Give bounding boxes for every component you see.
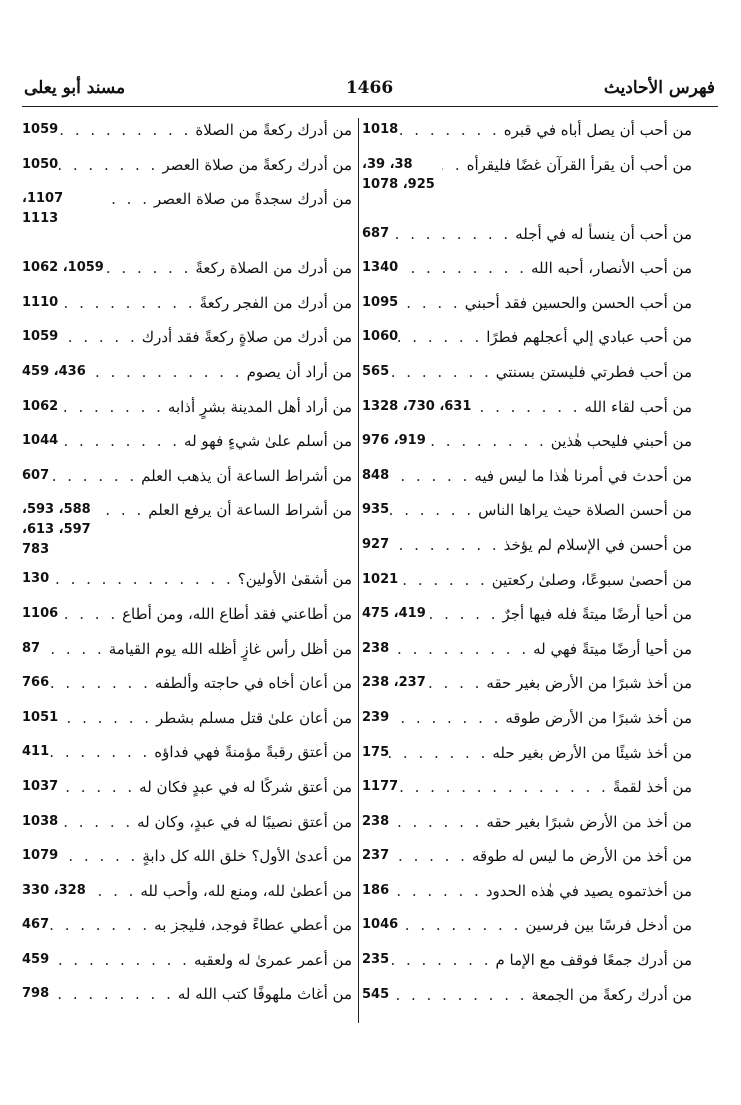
entry-refs: 237 bbox=[362, 848, 390, 864]
index-entry bbox=[22, 881, 352, 916]
index-entry bbox=[22, 846, 352, 881]
index-entry bbox=[22, 604, 352, 639]
entry-refs: 1107، 1113 bbox=[22, 191, 64, 227]
leader-dots bbox=[86, 362, 247, 382]
index-entry bbox=[22, 120, 352, 155]
leader-dots bbox=[398, 777, 613, 797]
entry-refs: 411 bbox=[22, 744, 50, 760]
header-rule bbox=[22, 106, 718, 107]
leader-dots bbox=[398, 570, 492, 590]
index-entry bbox=[22, 777, 352, 812]
entry-refs: 186 bbox=[362, 882, 390, 898]
leader-dots bbox=[389, 500, 478, 520]
entry-refs: 1051 bbox=[22, 709, 59, 725]
entry-refs: 1044 bbox=[22, 433, 59, 449]
leader-dots bbox=[471, 397, 584, 417]
entry-text: من أخذ شبرًا من الأرض بغير حقه bbox=[486, 674, 692, 693]
index-entry bbox=[362, 673, 692, 708]
entry-text: من أعتق شركًا له في عبدٍ فكان له bbox=[139, 777, 352, 796]
entry-refs: 1062 bbox=[22, 398, 59, 414]
entry-text: من أحسن الصلاة حيث يراها الناس bbox=[478, 501, 692, 520]
entry-refs: 1059 bbox=[22, 329, 59, 345]
leader-dots bbox=[58, 327, 142, 347]
entry-text: من أعان أخاه في حاجته وألطفه bbox=[154, 674, 352, 693]
leader-dots bbox=[389, 985, 531, 1005]
leader-dots bbox=[49, 915, 154, 935]
entry-text: من أحدث في أمرنا هٰذا ما ليس فيه bbox=[474, 466, 692, 485]
index-entry bbox=[22, 984, 352, 1019]
index-entry bbox=[362, 397, 692, 432]
entry-text: من أدخل فرسًا بين فرسين bbox=[525, 916, 692, 935]
index-entry bbox=[22, 327, 352, 362]
entry-text: من أحب أن ينسأ له في أجله bbox=[515, 224, 692, 243]
entry-refs: 1037 bbox=[22, 778, 59, 794]
leader-dots bbox=[49, 984, 178, 1004]
leader-dots bbox=[102, 500, 148, 520]
index-entry bbox=[362, 915, 692, 950]
entry-refs: 1095 bbox=[362, 294, 399, 310]
leader-dots bbox=[58, 812, 137, 832]
leader-dots bbox=[58, 604, 122, 624]
entry-refs: 766 bbox=[22, 675, 50, 691]
leader-dots bbox=[389, 881, 486, 901]
index-entry bbox=[22, 500, 352, 569]
entry-text: من أدرك ركعةً من صلاة العصر bbox=[162, 155, 352, 174]
entry-refs: 419، 475 bbox=[362, 606, 426, 622]
leader-dots bbox=[49, 569, 238, 589]
entry-refs: 459 bbox=[22, 951, 50, 967]
entry-refs: 1018 bbox=[362, 122, 399, 137]
entry-text: من أراد أهل المدينة بشرٍ أذابه bbox=[167, 397, 352, 416]
entry-refs: 87 bbox=[22, 640, 41, 656]
leader-dots bbox=[49, 466, 141, 486]
index-entry bbox=[22, 293, 352, 328]
entry-text: من أعطي عطاءً فوجد، فليجز به bbox=[154, 916, 352, 935]
index-entry bbox=[362, 604, 692, 639]
leader-dots bbox=[426, 431, 551, 451]
right-column bbox=[362, 120, 692, 1019]
leader-dots bbox=[398, 915, 525, 935]
entry-text: من أدرك ركعةً من الجمعة bbox=[531, 985, 692, 1004]
entry-text: من أدرك من صلاةٍ ركعةً فقد أدرك bbox=[141, 328, 352, 347]
leader-dots bbox=[426, 673, 487, 693]
entry-text: من أعتق رقبةً مؤمنةً فهي فداؤه bbox=[154, 743, 352, 762]
leader-dots bbox=[58, 397, 168, 417]
entry-text: من أخذ شبرًا من الأرض طوقه bbox=[505, 708, 692, 727]
entry-text: من أطاعني فقد أطاع الله، ومن أطاع bbox=[122, 604, 352, 623]
index-entry bbox=[362, 639, 692, 674]
entry-text: من أعتق نصيبًا له في عبدٍ، وكان له bbox=[137, 812, 352, 831]
leader-dots bbox=[389, 743, 492, 763]
entry-text: من أشراط الساعة أن يذهب العلم bbox=[141, 466, 352, 485]
leader-dots bbox=[389, 846, 472, 866]
index-entry bbox=[362, 362, 692, 397]
entry-text: من أحصىٰ سبوعًا، وصلىٰ ركعتين bbox=[491, 570, 692, 589]
entry-text: من أحب أن يقرأ القرآن غضًا فليقرأه bbox=[466, 155, 692, 174]
leader-dots bbox=[104, 258, 196, 278]
entry-refs: 798 bbox=[22, 986, 50, 1002]
entry-text: من أحيا أرضًا ميتةً فله فيها أجرٌ bbox=[502, 605, 692, 624]
entry-text: من أحب فطرتي فليستن بسنتي bbox=[495, 362, 692, 381]
index-entry bbox=[362, 155, 692, 224]
leader-dots bbox=[442, 155, 467, 175]
leader-dots bbox=[389, 950, 495, 970]
entry-refs: 1046 bbox=[362, 917, 399, 933]
leader-dots bbox=[58, 777, 139, 797]
entry-refs: 1021 bbox=[362, 571, 399, 587]
index-entry bbox=[362, 431, 692, 466]
entry-refs: 1110 bbox=[22, 294, 59, 310]
entry-text: من أدرك جمعًا فوقف مع الإما م bbox=[495, 951, 692, 970]
entry-refs: 467 bbox=[22, 917, 50, 933]
index-entry bbox=[362, 708, 692, 743]
entry-text: من أخذ شيئًا من الأرض بغير حله bbox=[492, 743, 692, 762]
entry-refs: 1059 bbox=[22, 122, 59, 137]
index-entry bbox=[22, 258, 352, 293]
index-entry bbox=[362, 743, 692, 778]
leader-dots bbox=[49, 673, 155, 693]
leader-dots bbox=[398, 258, 531, 278]
index-entry bbox=[22, 362, 352, 397]
entry-text: من أحيا أرضًا ميتةً فهي له bbox=[533, 639, 692, 658]
leader-dots bbox=[40, 639, 109, 659]
index-entry bbox=[362, 535, 692, 570]
index-entry bbox=[22, 569, 352, 604]
entry-text: من أدرك من الفجر ركعةً bbox=[199, 293, 352, 312]
entry-text: من أعمر عمرىٰ له ولعقبه bbox=[193, 950, 352, 969]
index-entry bbox=[362, 812, 692, 847]
index-entry bbox=[22, 466, 352, 501]
page-number: 1466 bbox=[345, 78, 394, 98]
entry-text: من أحب الحسن والحسين فقد أحبني bbox=[464, 293, 692, 312]
leader-dots bbox=[389, 362, 496, 382]
entry-refs: 175 bbox=[362, 744, 390, 760]
index-entry bbox=[362, 985, 692, 1020]
entry-text: من أخذ من الأرض ما ليس له طوقه bbox=[471, 847, 692, 866]
entry-refs: 687 bbox=[362, 225, 390, 241]
leader-dots bbox=[389, 535, 504, 555]
leader-dots bbox=[58, 293, 199, 313]
entry-refs: 1177 bbox=[362, 779, 399, 795]
leader-dots bbox=[58, 431, 184, 451]
index-entry bbox=[22, 431, 352, 466]
entry-text: من أظل رأس غازٍ أظله الله يوم القيامة bbox=[108, 639, 352, 658]
leader-dots bbox=[58, 155, 162, 175]
entry-refs: 631، 730، 1328 bbox=[362, 398, 472, 414]
index-entry bbox=[22, 155, 352, 190]
index-entry bbox=[362, 500, 692, 535]
leader-dots bbox=[389, 812, 486, 832]
leader-dots bbox=[389, 224, 515, 244]
book-title: مسند أبو يعلى bbox=[24, 78, 126, 98]
entry-refs: 238 bbox=[362, 640, 390, 656]
index-entry bbox=[362, 327, 692, 362]
entry-refs: 848 bbox=[362, 467, 390, 483]
index-entry bbox=[362, 950, 692, 985]
index-title: فهرس الأحاديث bbox=[603, 78, 715, 98]
leader-dots bbox=[58, 846, 142, 866]
leader-dots bbox=[58, 708, 156, 728]
entry-refs: 38، 39، 925، 1078 bbox=[362, 156, 435, 192]
index-entry bbox=[362, 120, 692, 155]
index-entry bbox=[22, 812, 352, 847]
index-entry bbox=[22, 950, 352, 985]
column-divider bbox=[358, 118, 359, 1023]
entry-refs: 436، 459 bbox=[22, 363, 86, 379]
index-entry bbox=[22, 708, 352, 743]
index-entry bbox=[362, 777, 692, 812]
index-entry bbox=[22, 742, 352, 777]
entry-text: من أدرك ركعةً من الصلاة bbox=[195, 121, 352, 139]
entry-text: من أعدىٰ الأول؟ خلق الله كل دابةٍ bbox=[142, 847, 352, 866]
entry-refs: 935 bbox=[362, 502, 390, 518]
index-entry bbox=[362, 258, 692, 293]
index-entry bbox=[22, 397, 352, 432]
entry-refs: 130 bbox=[22, 571, 50, 587]
leader-dots bbox=[102, 189, 154, 209]
entry-text: من أراد أن يصوم bbox=[246, 362, 352, 381]
entry-text: من أخذتموه يصيد في هٰذه الحدود bbox=[485, 881, 692, 900]
entry-refs: 238 bbox=[362, 813, 390, 829]
leader-dots bbox=[389, 639, 533, 659]
entry-refs: 1059، 1062 bbox=[22, 260, 104, 276]
entry-text: من أشقىٰ الأولين؟ bbox=[237, 570, 352, 589]
entry-refs: 607 bbox=[22, 467, 50, 483]
entry-text: من أحب أن يصل أباه في قبره bbox=[503, 121, 692, 139]
index-entry bbox=[362, 881, 692, 916]
leader-dots bbox=[389, 466, 474, 486]
entry-text: من أحب عبادي إلي أعجلهم فطرًا bbox=[486, 328, 692, 347]
leader-dots bbox=[58, 120, 195, 140]
entry-refs: 927 bbox=[362, 536, 390, 552]
entry-refs: 1038 bbox=[22, 813, 59, 829]
index-entry bbox=[362, 224, 692, 259]
index-entry bbox=[362, 293, 692, 328]
entry-text: من أغاث ملهوفًا كتب الله له bbox=[177, 985, 352, 1004]
leader-dots bbox=[426, 604, 503, 624]
leader-dots bbox=[398, 120, 504, 140]
entry-refs: 1060 bbox=[362, 329, 399, 345]
entry-refs: 545 bbox=[362, 986, 390, 1002]
index-entry bbox=[22, 639, 352, 674]
entry-refs: 1106 bbox=[22, 605, 59, 621]
entry-text: من أعان علىٰ قتل مسلم بشطر bbox=[156, 708, 352, 727]
leader-dots bbox=[398, 293, 465, 313]
entry-refs: 237، 238 bbox=[362, 675, 426, 691]
entry-text: من أدرك سجدةً من صلاة العصر bbox=[154, 190, 352, 209]
index-entry bbox=[362, 570, 692, 605]
entry-refs: 1340 bbox=[362, 260, 399, 276]
index-entry bbox=[22, 673, 352, 708]
entry-refs: 235 bbox=[362, 952, 390, 968]
entry-text: من أحسن في الإسلام لم يؤخذ bbox=[503, 535, 692, 554]
entry-text: من أعطىٰ لله، ومنع لله، وأحب لله bbox=[140, 881, 352, 900]
leader-dots bbox=[49, 950, 194, 970]
entry-text: من أخذ من الأرض شبرًا بغير حقه bbox=[486, 812, 692, 831]
entry-refs: 588، 593، 597، 613، 783 bbox=[22, 502, 91, 558]
leader-dots bbox=[86, 881, 141, 901]
entry-text: من أدرك من الصلاة ركعةً bbox=[195, 259, 352, 278]
entry-text: من أحب لقاء الله bbox=[584, 397, 692, 416]
leader-dots bbox=[398, 327, 486, 347]
index-entry bbox=[362, 846, 692, 881]
entry-text: من أحبني فليحب هٰذين bbox=[550, 432, 692, 451]
entry-text: من أحب الأنصار، أحبه الله bbox=[530, 259, 692, 278]
leader-dots bbox=[49, 742, 154, 762]
entry-refs: 328، 330 bbox=[22, 882, 86, 898]
left-column bbox=[22, 120, 352, 1019]
entry-refs: 239 bbox=[362, 709, 390, 725]
index-entry bbox=[22, 915, 352, 950]
index-entry bbox=[22, 189, 352, 258]
entry-text: من أشراط الساعة أن يرفع العلم bbox=[148, 501, 352, 520]
leader-dots bbox=[389, 708, 505, 728]
index-entry bbox=[362, 466, 692, 501]
page-header bbox=[24, 78, 715, 104]
entry-refs: 565 bbox=[362, 363, 390, 379]
entry-refs: 919، 976 bbox=[362, 433, 426, 449]
entry-text: من أسلم علىٰ شيءٍ فهو له bbox=[184, 432, 352, 451]
entry-refs: 1050 bbox=[22, 156, 59, 172]
entry-text: من أخذ لقمةً bbox=[612, 778, 692, 797]
entry-refs: 1079 bbox=[22, 848, 59, 864]
